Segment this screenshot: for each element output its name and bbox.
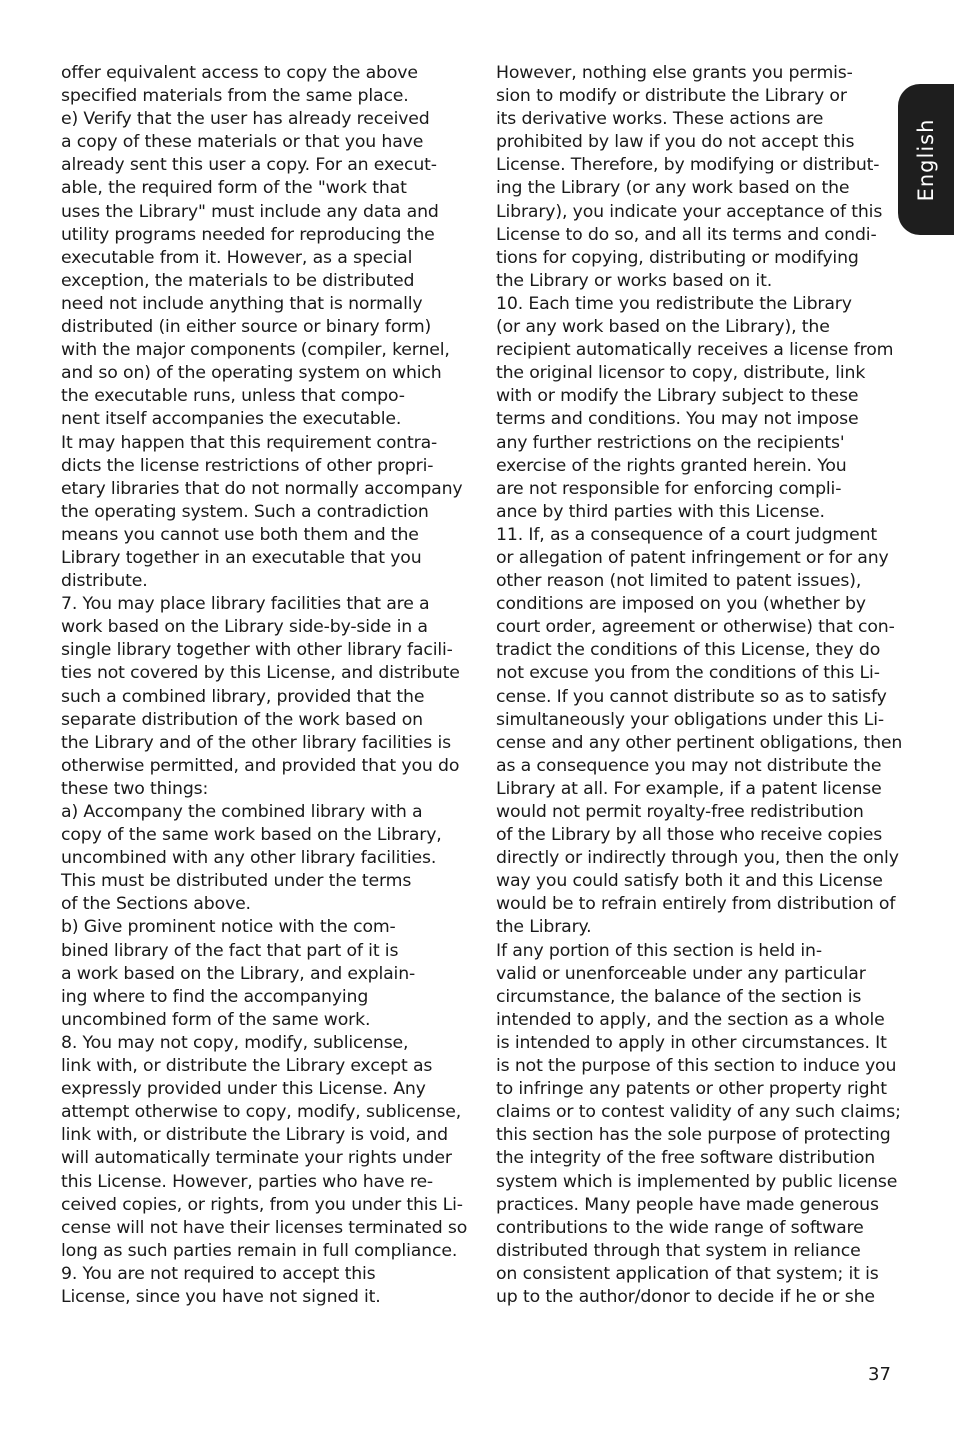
text-line: way you could satisfy both it and this License	[496, 871, 883, 892]
text-line: would not permit royalty-free redistribution	[496, 802, 864, 822]
text-line: claims or to contest validity of any such claims;	[496, 1102, 901, 1123]
text-line: specified materials from the same place.	[61, 86, 409, 107]
text-line: 11. If, as a consequence of a court judgment	[496, 524, 878, 545]
text-line: offer equivalent access to copy the above	[61, 63, 418, 83]
text-line: tions for copying, distributing or modifying	[496, 247, 859, 268]
text-line: already sent this user a copy. For an execut-	[61, 155, 437, 176]
text-line: expressly provided under this License. Any	[61, 1079, 426, 1100]
text-line: up to the author/donor to decide if he or she	[496, 1286, 875, 1307]
language-section-tab	[898, 84, 954, 235]
text-line: valid or unenforceable under any particular	[496, 963, 866, 984]
text-line: directly or indirectly through you, then the only	[496, 848, 899, 869]
text-line: distributed through that system in reliance	[496, 1240, 861, 1261]
text-line: Library together in an executable that you	[61, 547, 422, 568]
text-line: need not include anything that is normally	[61, 293, 423, 314]
text-line: with or modify the Library subject to these	[496, 386, 859, 407]
text-line: recipient automatically receives a license from	[496, 340, 894, 361]
text-line: utility programs needed for reproducing the	[61, 224, 435, 245]
text-line: Library at all. For example, if a patent license	[496, 778, 882, 799]
text-line: with the major components (compiler, kernel,	[61, 340, 450, 361]
text-line: Library), you indicate your acceptance of this	[496, 201, 883, 222]
text-line: any further restrictions on the recipients'	[496, 432, 845, 453]
text-line: single library together with other library facili-	[61, 640, 453, 661]
text-line: cense will not have their licenses terminated so	[61, 1217, 468, 1238]
text-line: circumstance, the balance of the section is	[496, 986, 862, 1007]
text-line: the operating system. Such a contradiction	[61, 501, 429, 522]
text-line: the original licensor to copy, distribute, link	[496, 363, 866, 384]
text-line: the Library.	[496, 917, 592, 938]
text-line: intended to apply, and the section as a whole	[496, 1009, 885, 1030]
text-line: work based on the Library side-by-side in a	[61, 617, 428, 638]
text-line: uncombined form of the same work.	[61, 1009, 371, 1030]
text-line: link with, or distribute the Library is void, and	[61, 1125, 448, 1146]
text-line: the integrity of the free software distribution	[496, 1148, 876, 1169]
text-line: are not responsible for enforcing compli-	[496, 478, 842, 499]
text-line: sion to modify or distribute the Library or	[496, 86, 847, 107]
text-line: link with, or distribute the Library except as	[61, 1056, 433, 1077]
text-line: separate distribution of the work based on	[61, 709, 423, 730]
text-line: as a consequence you may not distribute the	[496, 755, 882, 776]
text-line: etary libraries that do not normally accompany	[61, 478, 463, 499]
text-line: its derivative works. These actions are	[496, 109, 824, 130]
text-line: the Library and of the other library facilities is	[61, 732, 451, 753]
text-line: License. Therefore, by modifying or distribut-	[496, 155, 880, 176]
text-line: and so on) of the operating system on which	[61, 363, 442, 384]
text-line: License, since you have not signed it.	[61, 1286, 381, 1307]
text-line: This must be distributed under the terms	[61, 871, 412, 892]
text-line: License to do so, and all its terms and condi-	[496, 224, 877, 245]
text-line: of the Sections above.	[61, 894, 251, 915]
text-line: 10. Each time you redistribute the Library	[496, 293, 852, 314]
text-line: exception, the materials to be distributed	[61, 270, 415, 291]
text-line: uses the Library" must include any data and	[61, 201, 439, 222]
text-line: cense and any other pertinent obligations, then	[496, 732, 903, 753]
text-line: prohibited by law if you do not accept this	[496, 132, 855, 153]
language-tab-label: English	[914, 118, 938, 201]
text-line: the Library or works based on it.	[496, 270, 773, 291]
text-line: distributed (in either source or binary form)	[61, 317, 432, 338]
text-line: ance by third parties with this License.	[496, 501, 825, 522]
text-line: this License. However, parties who have re-	[61, 1171, 434, 1192]
text-line: this section has the sole purpose of protecting	[496, 1125, 891, 1146]
text-line: 7. You may place library facilities that are a	[61, 594, 430, 615]
text-line: would be to refrain entirely from distribution of	[496, 894, 896, 915]
text-line: copy of the same work based on the Library,	[61, 825, 442, 846]
text-line: is not the purpose of this section to induce you	[496, 1056, 897, 1077]
text-line: exercise of the rights granted herein. You	[496, 455, 847, 476]
right-text-column	[496, 62, 902, 1309]
text-line: distribute.	[61, 571, 148, 592]
text-line: otherwise permitted, and provided that you do	[61, 755, 460, 776]
left-text-column	[61, 62, 471, 1309]
text-line: If any portion of this section is held in-	[496, 940, 822, 961]
text-line: e) Verify that the user has already received	[61, 109, 430, 130]
text-line: It may happen that this requirement contra-	[61, 432, 438, 453]
text-line: ties not covered by this License, and distribute	[61, 663, 460, 684]
text-line: practices. Many people have made generous	[496, 1194, 879, 1215]
text-line: 9. You are not required to accept this	[61, 1263, 376, 1284]
text-line: conditions are imposed on you (whether by	[496, 594, 866, 615]
text-line: (or any work based on the Library), the	[496, 317, 830, 338]
text-line: such a combined library, provided that the	[61, 686, 425, 707]
text-line: uncombined with any other library facilities.	[61, 848, 437, 869]
text-line: nent itself accompanies the executable.	[61, 409, 402, 430]
text-line: court order, agreement or otherwise) that con-	[496, 617, 895, 638]
text-line: However, nothing else grants you permis-	[496, 63, 853, 83]
text-line: means you cannot use both them and the	[61, 524, 419, 545]
text-line: the executable runs, unless that compo-	[61, 386, 405, 407]
text-line: a work based on the Library, and explain-	[61, 963, 416, 984]
text-line: attempt otherwise to copy, modify, sublicense,	[61, 1102, 462, 1123]
page-number: 37	[868, 1364, 891, 1385]
text-line: executable from it. However, as a special	[61, 247, 413, 268]
text-line: ceived copies, or rights, from you under this Li-	[61, 1194, 463, 1215]
text-line: not excuse you from the conditions of this Li-	[496, 663, 880, 684]
text-line: on consistent application of that system; it is	[496, 1263, 879, 1284]
text-line: terms and conditions. You may not impose	[496, 409, 859, 430]
text-line: ing where to find the accompanying	[61, 986, 369, 1007]
text-line: tradict the conditions of this License, they do	[496, 640, 881, 661]
text-line: 8. You may not copy, modify, sublicense,	[61, 1032, 409, 1053]
text-line: long as such parties remain in full compliance.	[61, 1240, 458, 1261]
text-line: b) Give prominent notice with the com-	[61, 917, 396, 938]
text-line: dicts the license restrictions of other propri-	[61, 455, 434, 476]
text-line: ing the Library (or any work based on the	[496, 178, 850, 199]
text-line: or allegation of patent infringement or for any	[496, 547, 889, 568]
text-line: simultaneously your obligations under this Li-	[496, 709, 884, 730]
text-line: these two things:	[61, 778, 209, 799]
text-line: of the Library by all those who receive copies	[496, 825, 883, 846]
text-line: to infringe any patents or other property right	[496, 1079, 887, 1100]
text-line: able, the required form of the "work that	[61, 178, 407, 199]
text-line: system which is implemented by public license	[496, 1171, 898, 1192]
text-line: bined library of the fact that part of it is	[61, 940, 399, 961]
text-line: cense. If you cannot distribute so as to satisfy	[496, 686, 887, 707]
text-line: is intended to apply in other circumstances. It	[496, 1032, 887, 1053]
text-line: contributions to the wide range of software	[496, 1217, 864, 1238]
text-line: a copy of these materials or that you have	[61, 132, 424, 153]
text-line: will automatically terminate your rights under	[61, 1148, 452, 1169]
text-line: a) Accompany the combined library with a	[61, 802, 423, 822]
text-line: other reason (not limited to patent issues),	[496, 571, 862, 592]
